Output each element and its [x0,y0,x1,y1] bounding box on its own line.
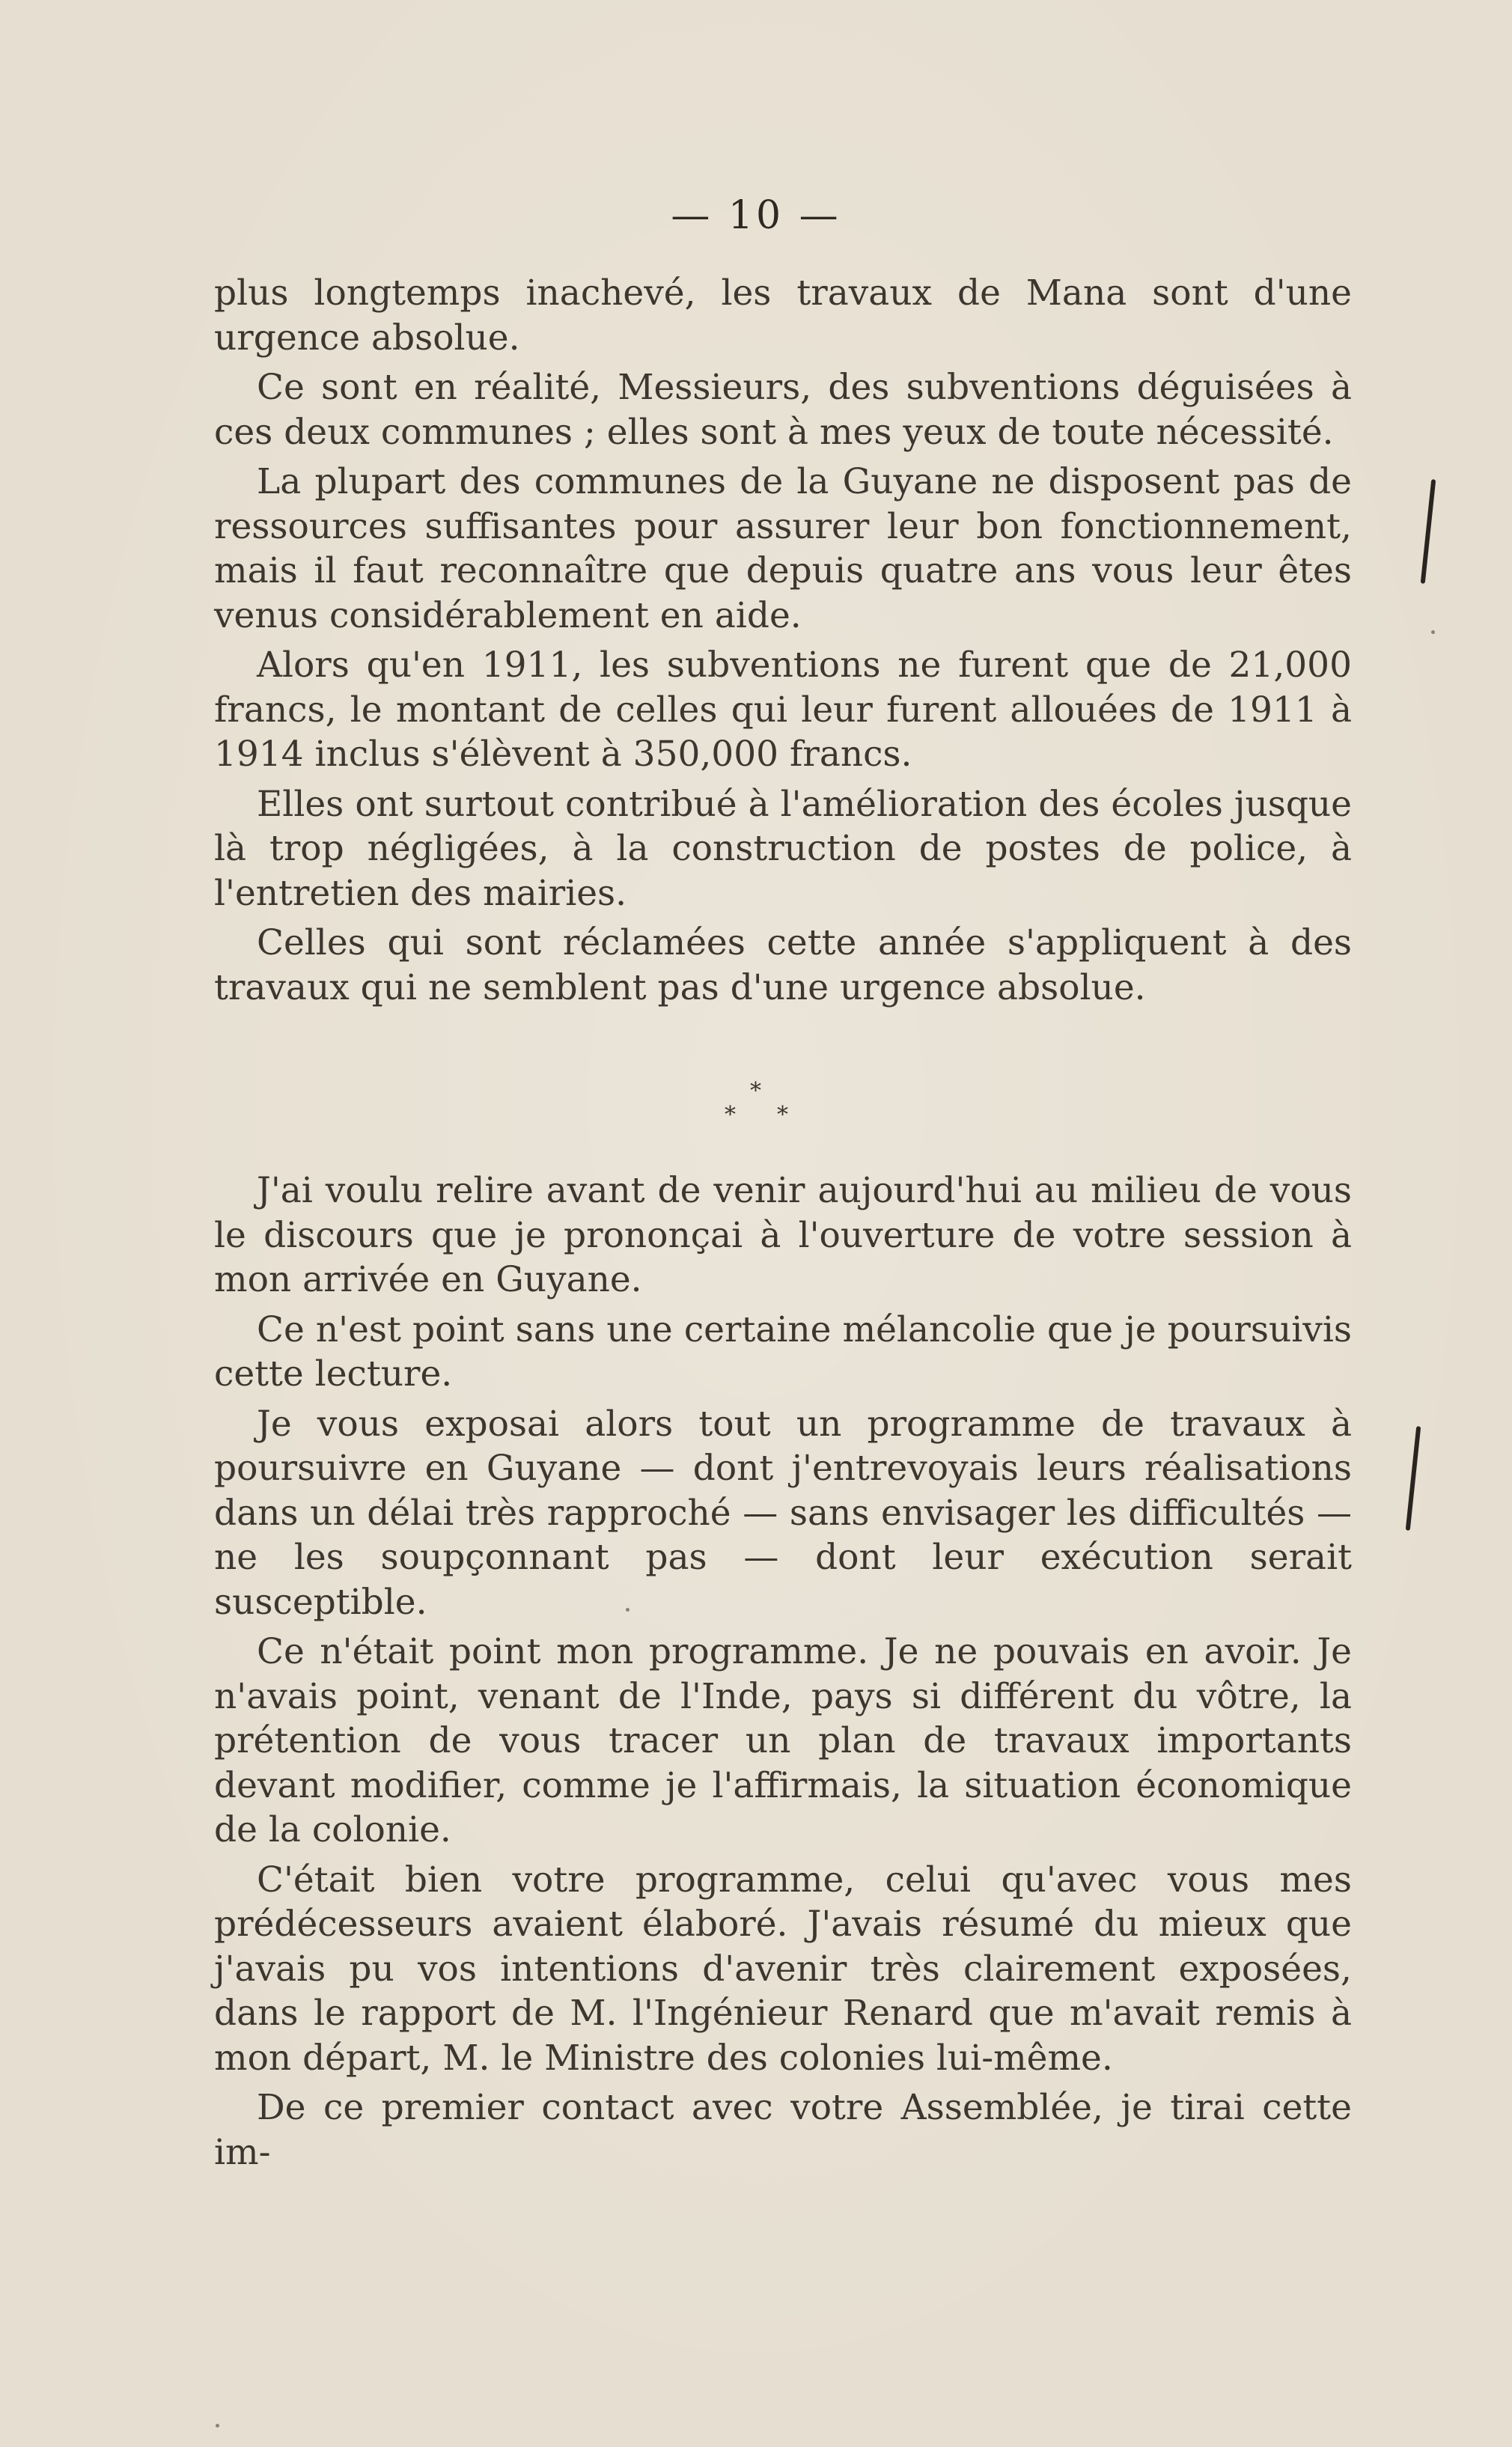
asterism-star: * [725,1102,736,1128]
paragraph: Alors qu'en 1911, les subventions ne furent que de 21,000 francs, le montant de celles qui leur furent allouées de 1911 à 1914 inclus s'élèvent à 350,000 francs. [214,644,1352,775]
paper-speck [216,2424,219,2428]
asterism-star: * [777,1102,788,1128]
text-block-bottom [214,1168,1352,2175]
paragraph: Ce sont en réalité, Messieurs, des subventions déguisées à ces deux communes ; elles sont à mes yeux de toute nécessité. [214,367,1352,453]
text-block-top [214,271,1352,1010]
paragraph: C'était bien votre programme, celui qu'avec vous mes prédécesseurs avaient élaboré. J'avais résumé du mieux que j'avais pu vos intentions d'avenir très clairement exposées, dans le rapport de M. l'Ingénieur Renard que m'avait remis à mon départ, M. le Ministre des colonies lui-même. [214,1859,1352,2079]
paragraph: La plupart des communes de la Guyane ne disposent pas de ressources suffisantes pour assurer leur bon fonctionnement, mais il faut reconnaître que depuis quatre ans vous leur êtes venus considérablement en aide. [214,461,1352,636]
paragraph: Elles ont surtout contribué à l'amélioration des écoles jusque là trop négligées, à la construction de postes de police, à l'entretien des mairies. [214,783,1352,914]
paragraph: Ce n'était point mon programme. Je ne pouvais en avoir. Je n'avais point, venant de l'Inde, pays si différent du vôtre, la prétention de vous tracer un plan de travaux importants devant modifier, comme je l'affirmais, la situation économique de la colonie. [214,1631,1352,1850]
margin-pencil-mark [1406,1426,1421,1531]
margin-pencil-mark [1421,479,1436,584]
asterism-separator [719,1078,823,1130]
paragraph: De ce premier contact avec votre Assemblée, je tirai cette im- [214,2087,1352,2173]
paragraph: plus longtemps inachevé, les travaux de Mana sont d'une urgence absolue. [214,272,1352,359]
asterism-star: * [750,1078,761,1104]
page-number: — 10 — [671,193,841,238]
paragraph: Celles qui sont réclamées cette année s'appliquent à des travaux qui ne semblent pas d'une urgence absolue. [214,922,1352,1008]
paragraph: Ce n'est point sans une certaine mélancolie que je poursuivis cette lecture. [214,1308,1352,1395]
paper-speck [626,1608,630,1612]
paragraph: J'ai voulu relire avant de venir aujourd'hui au milieu de vous le discours que je prononçai à l'ouverture de votre session à mon arrivée en Guyane. [214,1170,1352,1300]
paragraph: Je vous exposai alors tout un programme de travaux à poursuivre en Guyane — dont j'entrevoyais leurs réalisations dans un délai très rapproché — sans envisager les difficultés — ne les soupçonnant pas — dont leur exécution serait susceptible. [214,1403,1352,1623]
paper-speck [1431,630,1435,634]
